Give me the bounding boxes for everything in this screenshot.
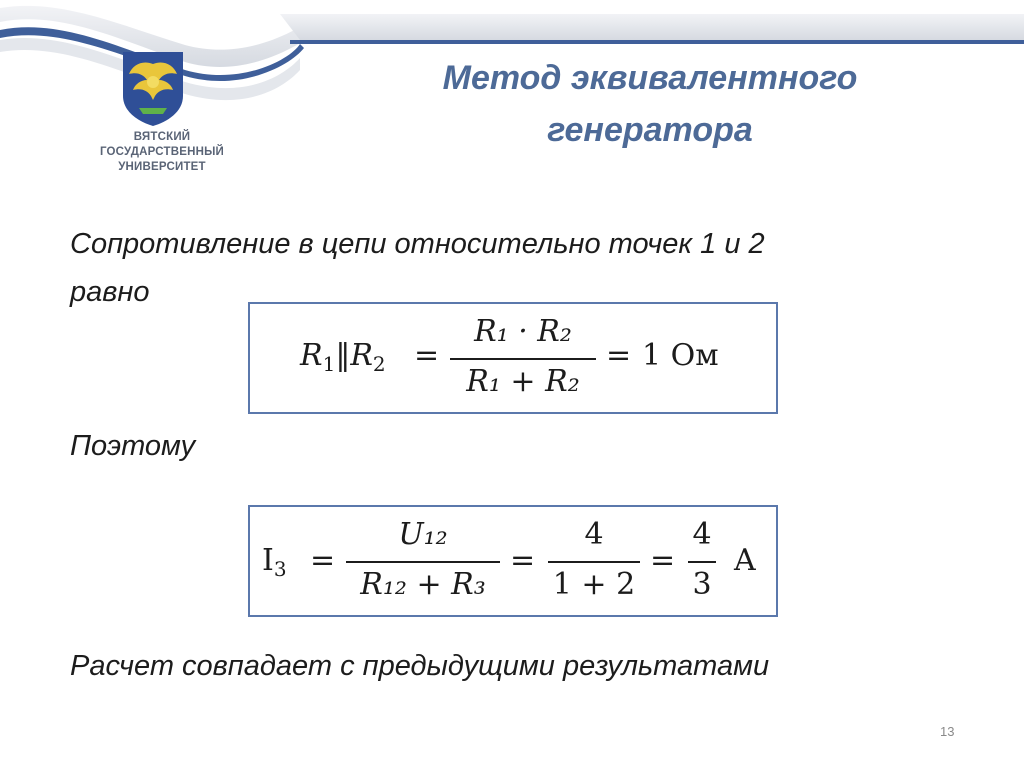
formula-1-result: 1 Ом [642,338,719,373]
university-logo [92,50,232,185]
formula-box-resistance [248,302,778,414]
page-number: 13 [940,724,955,739]
slide-title [380,52,920,156]
university-name [92,130,232,175]
title-line-1: Метод эквивалентного [442,59,858,97]
formula-2-denominator-2: 1 + 2 [552,567,636,602]
formula-2-fraction-bar-1 [346,561,500,563]
formula-2-numerator-1: U₁₂ [398,517,448,552]
formula-2-fraction-3 [688,507,716,615]
formula-2-unit: A [734,543,756,578]
logo-line-1: ВЯТСКИЙ [133,131,191,143]
i3-subscript: 3 [273,557,287,581]
formula-1-denominator: R₁ + R₂ [466,364,580,399]
formula-2-lhs [262,543,287,581]
formula-2-fraction-2 [548,507,640,615]
parallel-symbol: ‖ [335,338,351,373]
formula-2-denominator-1: R₁₂ + R₃ [360,567,486,602]
formula-2-equals-2: = [510,543,536,578]
crest-icon [119,50,187,126]
r2-symbol: R [350,338,373,373]
title-line-2: генератора [547,111,753,149]
formula-2-fraction-bar-3 [688,561,716,563]
formula-1-equals-1: = [414,338,440,373]
r2-subscript: 2 [372,352,386,376]
formula-2-equals-3: = [650,543,676,578]
paragraph-1-line-1: Сопротивление в цепи относительно точек 1 и 2 [70,228,765,260]
formula-2-fraction-bar-2 [548,561,640,563]
formula-1-fraction [450,304,596,412]
formula-1-numerator: R₁ · R₂ [474,314,572,349]
paragraph-1-line-2: равно [70,276,150,308]
formula-2-numerator-3: 4 [692,517,712,552]
logo-line-3: УНИВЕРСИТЕТ [118,161,206,173]
r1-subscript: 1 [322,352,336,376]
formula-2-equals-1: = [310,543,336,578]
i3-symbol: I [262,543,274,578]
r1-symbol: R [300,338,323,373]
formula-1-lhs [300,338,386,376]
logo-line-2: ГОСУДАРСТВЕННЫЙ [99,146,225,158]
formula-2-denominator-3: 3 [692,567,712,602]
paragraph-2: Поэтому [70,430,196,462]
formula-box-current [248,505,778,617]
formula-1-fraction-bar [450,358,596,360]
formula-2-numerator-2: 4 [584,517,604,552]
formula-1-equals-2: = [606,338,632,373]
formula-2-fraction-1 [346,507,500,615]
paragraph-3: Расчет совпадает с предыдущими результатами [70,650,770,682]
